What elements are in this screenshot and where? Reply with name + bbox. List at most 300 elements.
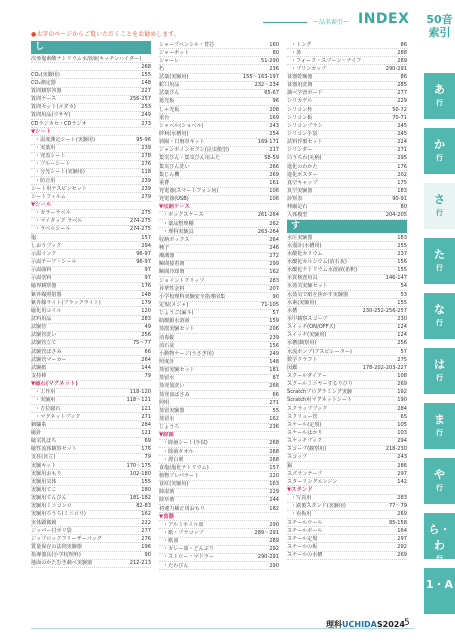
entry-name: ・温度測定シート(実験用): [35, 136, 96, 143]
index-entry[interactable]: [31, 527, 151, 535]
index-entry[interactable]: [287, 147, 407, 155]
index-entry[interactable]: [159, 139, 279, 147]
entry-page: 268: [269, 448, 279, 455]
recommendation-note: ●太字のページからご覧いただくことをお勧めします。: [31, 31, 180, 38]
entry-page: 106: [269, 188, 279, 195]
index-entry[interactable]: [159, 538, 279, 546]
index-entry[interactable]: [31, 291, 151, 299]
index-entry[interactable]: [31, 120, 151, 128]
index-entry[interactable]: [31, 552, 151, 560]
index-entry[interactable]: [159, 326, 279, 334]
index-entry[interactable]: [31, 372, 151, 380]
index-entry[interactable]: [287, 122, 407, 130]
index-entry[interactable]: [31, 112, 151, 120]
index-entry[interactable]: [287, 372, 407, 380]
index-entry[interactable]: [31, 511, 151, 519]
entry-page: 155: [141, 71, 151, 78]
index-entry[interactable]: [31, 250, 151, 258]
index-entry[interactable]: [159, 90, 279, 98]
index-entry[interactable]: [159, 220, 279, 228]
entry-page: 294: [397, 438, 407, 445]
index-entry[interactable]: [287, 188, 407, 196]
index-entry[interactable]: [159, 163, 279, 171]
index-entry[interactable]: [159, 310, 279, 318]
index-category[interactable]: [31, 202, 151, 210]
entry-name: 蒸留水: [159, 375, 175, 382]
index-entry[interactable]: [31, 104, 151, 112]
index-entry[interactable]: [31, 63, 151, 71]
entry-page: 181-182: [129, 495, 151, 502]
index-entry[interactable]: [159, 65, 279, 73]
entry-name: シリンダー: [287, 147, 313, 154]
entry-name: じょうろ: [159, 424, 180, 431]
entry-name: 錫: [287, 462, 293, 469]
entry-name: 消石灰: [159, 342, 175, 349]
entry-name: 試験管立て: [31, 340, 57, 347]
index-entry[interactable]: [287, 495, 407, 503]
index-entry[interactable]: [31, 397, 151, 405]
index-entry[interactable]: [287, 543, 407, 551]
index-entry[interactable]: [31, 332, 151, 340]
index-entry[interactable]: [31, 316, 151, 324]
entry-page: 55: [272, 407, 279, 414]
entry-name: スズランテープ: [287, 470, 323, 477]
index-entry[interactable]: [31, 340, 151, 348]
index-entry[interactable]: [31, 299, 151, 307]
index-entry[interactable]: [287, 114, 407, 122]
index-entry[interactable]: [159, 261, 279, 269]
index-entry[interactable]: [159, 106, 279, 114]
kana-tab-1[interactable]: [424, 71, 455, 119]
index-entry[interactable]: [159, 350, 279, 358]
index-entry[interactable]: [287, 65, 407, 73]
index-entry[interactable]: [159, 74, 279, 82]
index-entry[interactable]: [287, 155, 407, 163]
index-entry[interactable]: [31, 161, 151, 169]
index-entry[interactable]: [287, 340, 407, 348]
index-entry[interactable]: [31, 438, 151, 446]
index-entry[interactable]: [287, 171, 407, 179]
entry-page: 90-91: [392, 196, 407, 203]
entry-name: シリコン栓: [287, 106, 313, 113]
entry-name: 図鑑: [287, 364, 298, 371]
index-entry[interactable]: [287, 275, 407, 283]
index-entry[interactable]: [159, 448, 279, 456]
kana-tab-label: ま: [434, 413, 445, 426]
index-entry[interactable]: [31, 283, 151, 291]
index-entry[interactable]: [287, 106, 407, 114]
index-entry[interactable]: [287, 242, 407, 250]
index-entry[interactable]: [287, 234, 407, 242]
index-entry[interactable]: [287, 381, 407, 389]
index-entry[interactable]: [31, 185, 151, 193]
index-entry[interactable]: [287, 552, 407, 560]
index-entry[interactable]: [159, 562, 279, 570]
index-entry[interactable]: [159, 131, 279, 139]
kana-tab-label: や: [434, 468, 445, 481]
index-entry[interactable]: [159, 440, 279, 448]
entry-name: ・除菌シート(手拭): [163, 440, 208, 447]
entry-page: 245: [397, 122, 407, 129]
index-entry[interactable]: [31, 413, 151, 421]
entry-name: 植物プレパラート: [159, 472, 200, 479]
index-entry[interactable]: [31, 88, 151, 96]
index-entry[interactable]: [159, 236, 279, 244]
index-entry[interactable]: [31, 218, 151, 226]
index-entry[interactable]: [31, 267, 151, 275]
entry-page: 266: [269, 163, 279, 170]
index-entry[interactable]: [31, 79, 151, 87]
entry-name: 蒸留実験セット: [159, 367, 195, 374]
entry-name: ・ブルーシート: [35, 161, 71, 168]
index-entry[interactable]: [287, 527, 407, 535]
entry-page: 255: [397, 242, 407, 249]
entry-page: 66: [272, 391, 279, 398]
index-entry[interactable]: [31, 543, 151, 551]
index-entry[interactable]: [287, 356, 407, 364]
entry-name: 昇華性金料: [159, 285, 185, 292]
index-entry[interactable]: [287, 316, 407, 324]
index-entry[interactable]: [159, 415, 279, 423]
index-entry[interactable]: [159, 358, 279, 366]
entry-name: 蒸留実験器: [159, 407, 185, 414]
entry-page: 87: [272, 375, 279, 382]
index-entry[interactable]: [159, 147, 279, 155]
kana-tab-10[interactable]: [424, 566, 455, 614]
entry-name: 水槽(観察用): [287, 340, 317, 347]
index-entry[interactable]: [159, 399, 279, 407]
entry-name: 質問セット(メダカ): [31, 104, 76, 111]
entry-name: 蛇口用品: [159, 82, 180, 89]
index-entry[interactable]: [287, 196, 407, 204]
entry-page: 169: [269, 114, 279, 121]
index-entry[interactable]: [287, 299, 407, 307]
entry-name: ・ラベルシール: [35, 226, 71, 233]
entry-page: 239: [141, 145, 151, 152]
index-entry[interactable]: [287, 259, 407, 267]
page-number: 5: [404, 618, 410, 628]
entry-page: 71-105: [260, 302, 279, 308]
entry-name: 集気びん洗い: [159, 163, 190, 170]
index-entry[interactable]: [287, 446, 407, 454]
index-entry[interactable]: [159, 464, 279, 472]
index-category[interactable]: [31, 381, 151, 389]
index-category[interactable]: [159, 432, 279, 440]
index-entry[interactable]: [31, 364, 151, 372]
index-entry[interactable]: [287, 139, 407, 147]
entry-page: 176: [141, 446, 151, 453]
index-entry[interactable]: [159, 391, 279, 399]
index-entry[interactable]: [159, 546, 279, 554]
index-entry[interactable]: [159, 497, 279, 505]
index-entry[interactable]: [159, 41, 279, 49]
entry-name: ・紙皿: [163, 538, 179, 545]
kana-tab-2[interactable]: [424, 126, 455, 174]
index-entry[interactable]: [31, 145, 151, 153]
index-entry[interactable]: [287, 163, 407, 171]
index-entry[interactable]: [31, 478, 151, 486]
entry-name: 朽: [159, 65, 165, 72]
index-entry[interactable]: [159, 456, 279, 464]
index-entry[interactable]: [31, 486, 151, 494]
entry-name: 紫外線ライト(ブラックライト): [31, 299, 101, 306]
index-entry[interactable]: [31, 470, 151, 478]
index-entry[interactable]: [287, 413, 407, 421]
entry-page: 279: [141, 193, 151, 200]
index-entry[interactable]: [287, 131, 407, 139]
index-entry[interactable]: [31, 136, 151, 144]
index-entry[interactable]: [159, 334, 279, 342]
entry-name: 瞬間冷却剤: [159, 269, 185, 276]
kana-tab-suffix: 行: [436, 264, 443, 272]
index-entry[interactable]: [287, 307, 407, 315]
index-entry[interactable]: [159, 188, 279, 196]
index-entry[interactable]: [287, 283, 407, 291]
index-entry[interactable]: [287, 397, 407, 405]
entry-name: 試薬(実験用): [159, 74, 189, 81]
entry-page: 217: [269, 147, 279, 154]
index-entry[interactable]: [31, 242, 151, 250]
index-entry[interactable]: [287, 332, 407, 340]
index-entry[interactable]: [159, 82, 279, 90]
index-entry[interactable]: [31, 405, 151, 413]
index-category[interactable]: [159, 513, 279, 521]
entry-page: 178-202-203-227: [362, 364, 407, 371]
index-entry[interactable]: [159, 114, 279, 122]
index-title: INDEX: [358, 11, 410, 27]
index-entry[interactable]: [159, 179, 279, 187]
index-entry[interactable]: [31, 307, 151, 315]
index-entry[interactable]: [159, 245, 279, 253]
index-entry[interactable]: [159, 489, 279, 497]
index-category[interactable]: [31, 128, 151, 136]
index-entry[interactable]: [31, 519, 151, 527]
entry-name: 示温顔料: [31, 267, 52, 274]
index-entry[interactable]: [159, 98, 279, 106]
index-entry[interactable]: [287, 49, 407, 57]
index-entry[interactable]: [287, 511, 407, 519]
entry-name: 刺繍糸: [31, 421, 47, 428]
index-entry[interactable]: [31, 348, 151, 356]
index-entry[interactable]: [31, 503, 151, 511]
index-entry[interactable]: [159, 342, 279, 350]
index-entry[interactable]: [31, 71, 151, 79]
index-entry[interactable]: [31, 454, 151, 462]
entry-page: 268: [269, 440, 279, 447]
index-entry[interactable]: [31, 324, 151, 332]
kana-tab-8[interactable]: [424, 456, 455, 504]
index-entry[interactable]: [159, 285, 279, 293]
kana-tab-9[interactable]: [424, 511, 455, 563]
index-category[interactable]: [159, 204, 279, 212]
index-entry[interactable]: [31, 234, 151, 242]
entry-name: 砂利(水槽用): [159, 131, 189, 138]
index-entry[interactable]: [159, 196, 279, 204]
index-subtitle: ー品名索引ー: [313, 19, 350, 26]
entry-name: 初速力補正用おもり: [159, 505, 205, 512]
entry-name: 真空実験器: [287, 188, 313, 195]
index-entry[interactable]: [159, 228, 279, 236]
index-entry[interactable]: [287, 535, 407, 543]
entry-name: 充電器(スマートフォン用): [159, 188, 219, 195]
entry-page: 284: [397, 405, 407, 412]
entry-name: ▼除菌: [159, 432, 174, 439]
kana-tab-7[interactable]: [424, 401, 455, 449]
index-entry[interactable]: [287, 429, 407, 437]
entry-page: 159: [269, 318, 279, 325]
index-entry[interactable]: [287, 179, 407, 187]
entry-name: 除湿剤: [159, 489, 175, 496]
index-entry[interactable]: [287, 421, 407, 429]
entry-name: ・カラーラベル: [35, 210, 71, 217]
entry-page: 256: [141, 332, 151, 339]
index-entry[interactable]: [287, 57, 407, 65]
index-entry[interactable]: [287, 41, 407, 49]
index-entry[interactable]: [287, 389, 407, 397]
entry-page: 288: [397, 49, 407, 56]
entry-name: 重曹: [159, 179, 170, 186]
index-entry[interactable]: [31, 226, 151, 234]
index-entry[interactable]: [31, 96, 151, 104]
index-entry[interactable]: [159, 505, 279, 513]
index-entry[interactable]: [159, 367, 279, 375]
entry-name: ・看板用: [291, 511, 312, 518]
entry-name: ・写真用: [291, 495, 312, 502]
index-entry[interactable]: [31, 535, 151, 543]
entry-page: 239: [269, 334, 279, 341]
index-entry[interactable]: [159, 253, 279, 261]
entry-page: 148: [269, 358, 279, 365]
entry-name: ジャンボインセクシ(昆虫模型): [159, 147, 230, 154]
entry-page: 121: [141, 405, 151, 412]
kana-tab-3[interactable]: [424, 181, 455, 229]
index-entry[interactable]: [31, 421, 151, 429]
index-entry[interactable]: [159, 49, 279, 57]
index-entry[interactable]: [287, 438, 407, 446]
entry-page: 182: [269, 505, 279, 512]
index-entry[interactable]: [31, 259, 151, 267]
index-entry[interactable]: [31, 429, 151, 437]
index-entry[interactable]: [159, 521, 279, 529]
index-entry[interactable]: [159, 155, 279, 163]
entry-name: 水溜計(水槽用): [287, 242, 322, 249]
index-entry[interactable]: [287, 291, 407, 299]
index-entry[interactable]: [159, 269, 279, 277]
index-entry[interactable]: [31, 169, 151, 177]
entry-name: ・理科実験具: [163, 228, 194, 235]
entry-page: 103: [397, 429, 407, 436]
index-entry[interactable]: [287, 74, 407, 82]
brand-logo: [326, 619, 405, 630]
entry-name: 潮溝器: [159, 253, 175, 260]
index-entry[interactable]: [31, 55, 151, 63]
index-entry[interactable]: [31, 193, 151, 201]
index-entry[interactable]: [159, 212, 279, 220]
index-entry[interactable]: [287, 364, 407, 372]
index-entry[interactable]: [159, 383, 279, 391]
entry-page: 118-120: [129, 389, 151, 396]
entry-page: 144: [141, 364, 151, 371]
entry-page: 75〜77: [132, 340, 151, 347]
index-entry[interactable]: [287, 454, 407, 462]
index-entry[interactable]: [287, 267, 407, 275]
kana-tab-5[interactable]: [424, 291, 455, 339]
index-entry[interactable]: [159, 529, 279, 537]
index-entry[interactable]: [159, 302, 279, 310]
kana-tab-4[interactable]: [424, 236, 455, 284]
index-entry[interactable]: [159, 424, 279, 432]
entry-page: 118〜121: [126, 397, 151, 404]
index-entry[interactable]: [287, 250, 407, 258]
index-entry[interactable]: [31, 356, 151, 364]
entry-name: 次亜塩素酸ナトリウム水溶液(キッチンハイター): [31, 55, 142, 62]
index-entry[interactable]: [287, 90, 407, 98]
index-entry[interactable]: [159, 57, 279, 65]
index-entry[interactable]: [159, 171, 279, 179]
index-entry[interactable]: [287, 82, 407, 90]
index-entry[interactable]: [287, 348, 407, 356]
index-entry[interactable]: [287, 324, 407, 332]
entry-name: 試料用品: [31, 316, 52, 322]
index-entry[interactable]: [159, 318, 279, 326]
index-entry[interactable]: [287, 405, 407, 413]
index-entry[interactable]: [287, 98, 407, 106]
kana-tab-6[interactable]: [424, 346, 455, 394]
entry-page: 96-97: [136, 259, 151, 266]
entry-page: 245: [397, 131, 407, 138]
index-entry[interactable]: [287, 478, 407, 486]
index-entry[interactable]: [287, 212, 407, 220]
index-entry[interactable]: [31, 153, 151, 161]
index-entry[interactable]: [159, 277, 279, 285]
index-entry[interactable]: [287, 204, 407, 212]
index-entry[interactable]: [159, 293, 279, 301]
index-entry[interactable]: [287, 462, 407, 470]
entry-page: 155: [141, 478, 151, 485]
entry-name: スケールはかり: [287, 429, 323, 436]
entry-page: 86: [400, 74, 407, 81]
entry-page: 183: [397, 188, 407, 195]
index-category[interactable]: [287, 486, 407, 494]
index-entry[interactable]: [287, 470, 407, 478]
index-entry[interactable]: [31, 275, 151, 283]
index-entry[interactable]: [159, 554, 279, 562]
entry-page: 273: [141, 120, 151, 127]
index-entry[interactable]: [159, 472, 279, 480]
index-entry[interactable]: [31, 177, 151, 185]
index-entry[interactable]: [159, 407, 279, 415]
index-entry[interactable]: [159, 481, 279, 489]
index-entry[interactable]: [159, 122, 279, 130]
index-entry[interactable]: [159, 375, 279, 383]
entry-page: 237: [397, 250, 407, 257]
index-entry[interactable]: [31, 210, 151, 218]
index-entry[interactable]: [31, 446, 151, 454]
index-entry[interactable]: [31, 560, 151, 568]
index-entry[interactable]: [287, 503, 407, 511]
entry-name: じょうご(漏斗): [159, 310, 194, 317]
index-entry[interactable]: [31, 495, 151, 503]
entry-page: 156: [269, 342, 279, 349]
entry-page: 292: [397, 543, 407, 550]
entry-name: 調べ学習ボード: [287, 90, 323, 97]
index-entry[interactable]: [287, 519, 407, 527]
index-entry[interactable]: [31, 462, 151, 470]
entry-page: 289: [397, 57, 407, 64]
entry-name: 塩: [31, 234, 37, 241]
entry-name: 真空キャップ: [287, 179, 318, 186]
index-entry[interactable]: [31, 389, 151, 397]
